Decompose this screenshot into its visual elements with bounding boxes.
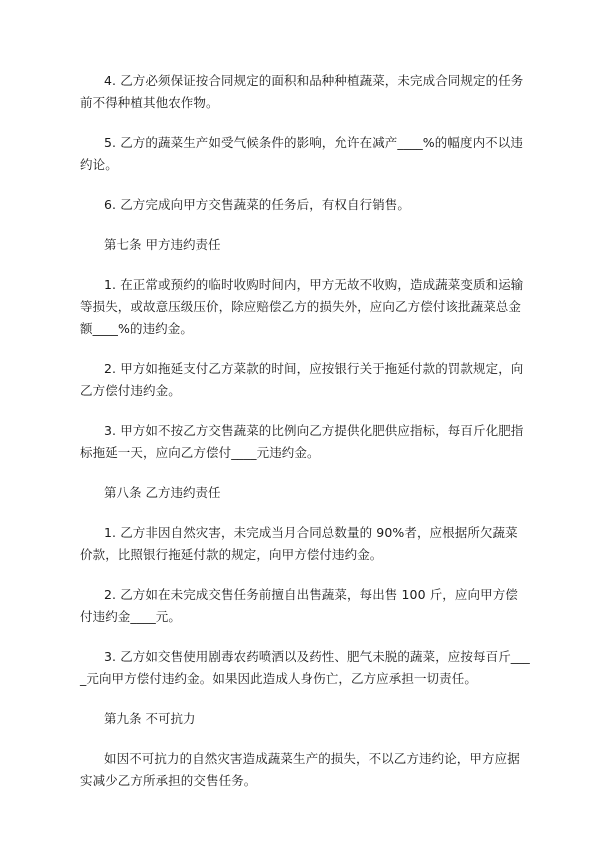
clause-item-4: 4. 乙方必须保证按合同规定的面积和品种种植蔬菜，未完成合同规定的任务前不得种植其他农作物。 — [80, 73, 524, 110]
article-7-heading: 第七条 甲方违约责任 — [104, 237, 221, 252]
article-8-item-2: 2. 乙方如在未完成交售任务前擅自出售蔬菜，每出售 100 斤，应向甲方偿付违约金____元。 — [80, 587, 518, 624]
article-8-item-3: 3. 乙方如交售使用剧毒农药喷洒以及药性、肥气未脱的蔬菜，应按每百斤____元向甲方偿付违约金。如果因此造成人身伤亡，乙方应承担一切责任。 — [80, 649, 530, 686]
article-9-heading: 第九条 不可抗力 — [104, 711, 196, 726]
article-9-body: 如因不可抗力的自然灾害造成蔬菜生产的损失，不以乙方违约论，甲方应据实减少乙方所承担的交售任务。 — [80, 751, 520, 788]
article-7-item-3: 3. 甲方如不按乙方交售蔬菜的比例向乙方提供化肥供应指标，每百斤化肥指标拖延一天，应向乙方偿付____元违约金。 — [80, 423, 524, 460]
article-8-item-1: 1. 乙方非因自然灾害，未完成当月合同总数量的 90%者，应根据所欠蔬菜价款，比照银行拖延付款的规定，向甲方偿付违约金。 — [80, 525, 518, 562]
document-body — [80, 70, 530, 810]
article-7-item-1: 1. 在正常或预约的临时收购时间内，甲方无故不收购，造成蔬菜变质和运输等损失，或故意压级压价，除应赔偿乙方的损失外，应向乙方偿付该批蔬菜总金额____%的违约金。 — [80, 277, 524, 336]
clause-item-6: 6. 乙方完成向甲方交售蔬菜的任务后，有权自行销售。 — [104, 197, 411, 212]
article-7-item-2: 2. 甲方如拖延支付乙方菜款的时间，应按银行关于拖延付款的罚款规定，向乙方偿付违约金。 — [80, 361, 524, 398]
article-8-heading: 第八条 乙方违约责任 — [104, 485, 221, 500]
clause-item-5: 5. 乙方的蔬菜生产如受气候条件的影响，允许在减产____%的幅度内不以违约论。 — [80, 135, 523, 172]
